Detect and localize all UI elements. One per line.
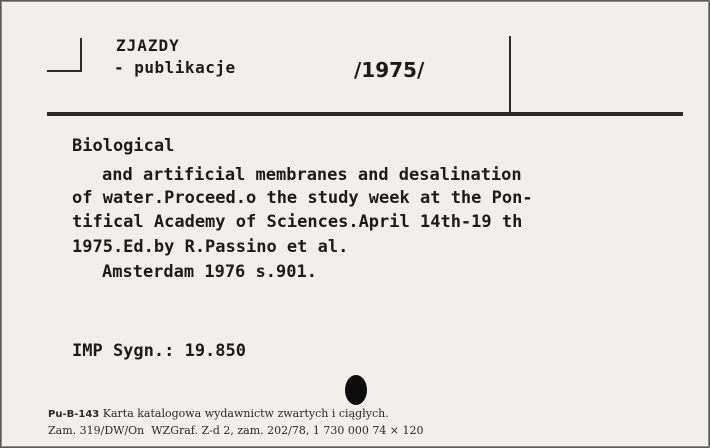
header-corner-horizontal-rule [47, 70, 81, 72]
entry-line-2: and artificial membranes and desalination [102, 165, 522, 185]
subject-subheading: - publikacje [114, 58, 236, 77]
header-divider-rule [509, 36, 511, 114]
footer-line-1 [48, 407, 389, 420]
entry-line-6: Amsterdam 1976 s.901. [102, 262, 317, 282]
header-corner-vertical-rule [80, 38, 82, 72]
punch-hole [345, 375, 367, 405]
year-heading: /1975/ [354, 58, 425, 82]
footer-line-2: Zam. 319/DW/On WZGraf. Z-d 2, zam. 202/78, 1 730 000 74 × 120 [48, 424, 424, 437]
entry-line-1: Biological [72, 136, 175, 156]
entry-line-3: of water.Proceed.o the study week at the Pon- [72, 188, 533, 208]
catalog-card [1, 1, 709, 447]
footer-form-title: Karta katalogowa wydawnictw zwartych i ciągłych. [99, 407, 389, 420]
header-underline-rule [47, 112, 683, 116]
entry-line-5: 1975.Ed.by R.Passino et al. [72, 237, 349, 257]
subject-heading: ZJAZDY [116, 36, 180, 55]
call-number: IMP Sygn.: 19.850 [72, 341, 246, 361]
entry-line-4: tifical Academy of Sciences.April 14th-19 th [72, 212, 523, 232]
footer-form-code: Pu-B-143 [48, 409, 100, 420]
